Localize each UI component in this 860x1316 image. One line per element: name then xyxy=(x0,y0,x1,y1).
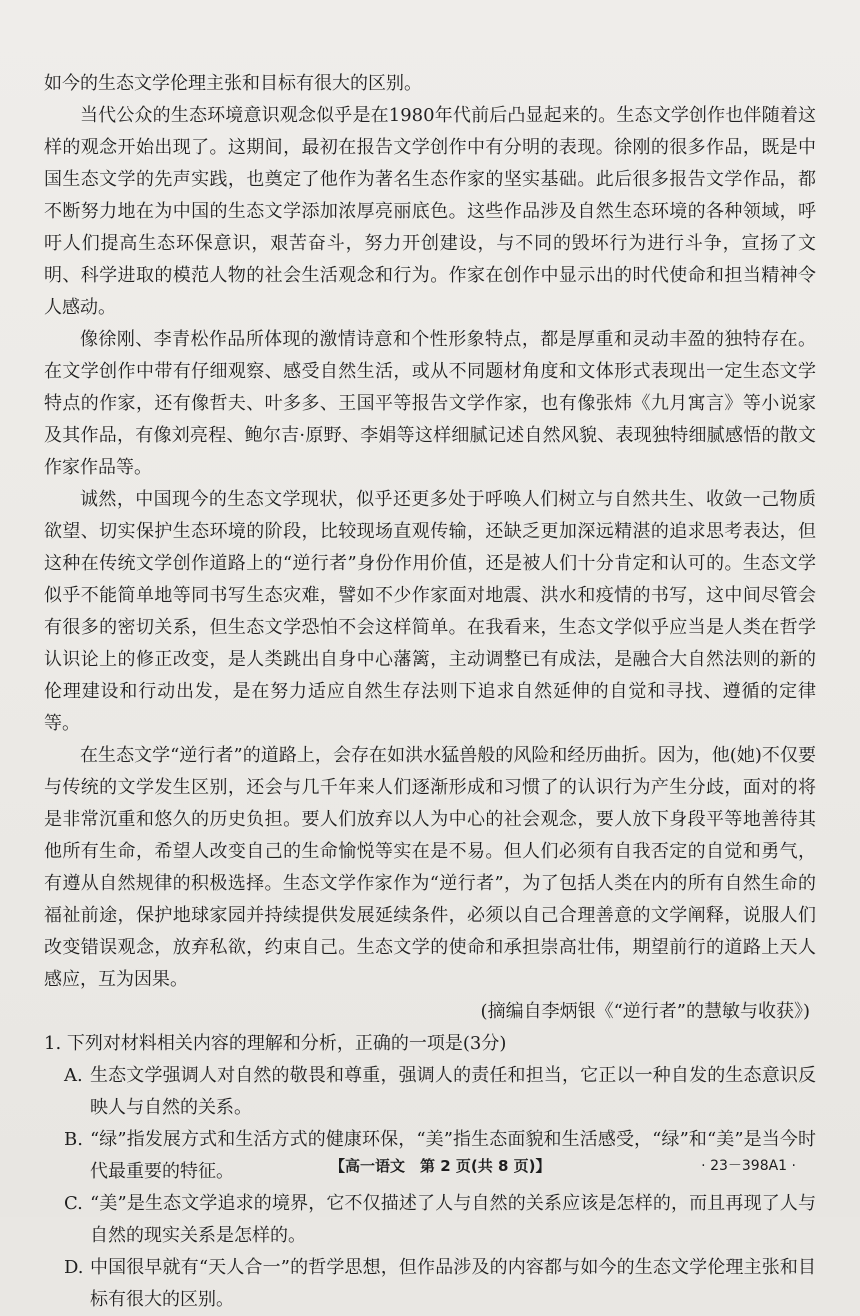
option-text: 中国很早就有“天人合一”的哲学思想，但作品涉及的内容都与如今的生态文学伦理主张和目标有很大的区别。 xyxy=(90,1257,816,1310)
option-text: “绿”指发展方式和生活方式的健康环保，“美”指生态面貌和生活感受，“绿”和“美”是当今时代最重要的特征。 xyxy=(90,1129,816,1182)
passage-paragraph-0: 如今的生态文学伦理主张和目标有很大的区别。 xyxy=(44,73,422,94)
passage-source: (摘编自李炳银《“逆行者”的慧敏与收获》) xyxy=(480,1001,810,1022)
option-letter: C. xyxy=(64,1193,83,1214)
page-footer xyxy=(0,1154,860,1178)
option-letter: D. xyxy=(64,1257,84,1278)
option-d xyxy=(44,1252,816,1316)
option-a xyxy=(44,1060,816,1124)
option-text: “美”是生态文学追求的境界，它不仅描述了人与自然的关系应该是怎样的，而且再现了人与自然的现实关系是怎样的。 xyxy=(90,1193,816,1246)
option-letter: B. xyxy=(64,1129,83,1150)
passage-paragraph-2: 像徐刚、李青松作品所体现的激情诗意和个性形象特点，都是厚重和灵动丰盈的独特存在。在文学创作中带有仔细观察、感受自然生活，或从不同题材角度和文体形式表现出一定生态文学特点的作家，还有像哲夫、叶多多、王国平等报告文学作家，也有像张炜《九月寓言》等小说家及其作品，有像刘亮程、鲍尔吉·原野、李娟等这样细腻记述自然风貌、表现独特细腻感悟的散文作家作品等。 xyxy=(44,329,816,478)
option-text: 生态文学强调人对自然的敬畏和尊重，强调人的责任和担当，它正以一种自发的生态意识反映人与自然的关系。 xyxy=(90,1065,816,1118)
passage-paragraph-4: 在生态文学“逆行者”的道路上，会存在如洪水猛兽般的风险和经历曲折。因为，他(她)不仅要与传统的文学发生区别，还会与几千年来人们逐渐形成和习惯了的认识行为产生分歧，面对的将是非常沉重和悠久的历史负担。要人们放弃以人为中心的社会观念，要人放下身段平等地善待其他所有生命，希望人改变自己的生命愉悦等实在是不易。但人们必须有自我否定的自觉和勇气，有遵从自然规律的积极选择。生态文学作家作为“逆行者”，为了包括人类在内的所有自然生命的福祉前途，保护地球家园并持续提供发展延续条件，必须以自己合理善意的文学阐释，说服人们改变错误观念，放弃私欲，约束自己。生态文学的使命和承担崇高壮伟，期望前行的道路上天人感应，互为因果。 xyxy=(44,745,816,990)
question-options xyxy=(44,1060,816,1316)
option-letter: A. xyxy=(64,1065,83,1086)
passage-paragraph-3: 诚然，中国现今的生态文学现状，似乎还更多处于呼唤人们树立与自然共生、收敛一己物质欲望、切实保护生态环境的阶段，比较现场直观传输，还缺乏更加深远精湛的追求思考表达，但这种在传统文学创作道路上的“逆行者”身份作用价值，还是被人们十分肯定和认可的。生态文学似乎不能简单地等同书写生态灾难，譬如不少作家面对地震、洪水和疫情的书写，这中间尽管会有很多的密切关系，但生态文学恐怕不会这样简单。在我看来，生态文学似乎应当是人类在哲学认识论上的修正改变，是人类跳出自身中心藩篱，主动调整已有成法，是融合大自然法则的新的伦理建设和行动出发，是在努力适应自然生存法则下追求自然延伸的自觉和寻找、遵循的定律等。 xyxy=(44,489,816,734)
page-content xyxy=(44,68,816,1316)
question-stem: 1. 下列对材料相关内容的理解和分析，正确的一项是(3分) xyxy=(44,1033,507,1054)
option-c xyxy=(44,1188,816,1252)
passage-paragraph-1: 当代公众的生态环境意识观念似乎是在1980年代前后凸显起来的。生态文学创作也伴随着这样的观念开始出现了。这期间，最初在报告文学创作中有分明的表现。徐刚的很多作品，既是中国生态文学的先声实践，也奠定了他作为著名生态作家的坚实基础。此后很多报告文学作品，都不断努力地在为中国的生态文学添加浓厚亮丽底色。这些作品涉及自然生态环境的各种领域，呼吁人们提高生态环保意识，艰苦奋斗，努力开创建设，与不同的毁坏行为进行斗争，宣扬了文明、科学进取的模范人物的社会生活观念和行为。作家在创作中显示出的时代使命和担当精神令人感动。 xyxy=(44,105,816,318)
footer-exam-code: · 23－398A1 · xyxy=(701,1158,796,1174)
footer-page-label: 【高一语文 第 2 页(共 8 页)】 xyxy=(330,1157,551,1175)
